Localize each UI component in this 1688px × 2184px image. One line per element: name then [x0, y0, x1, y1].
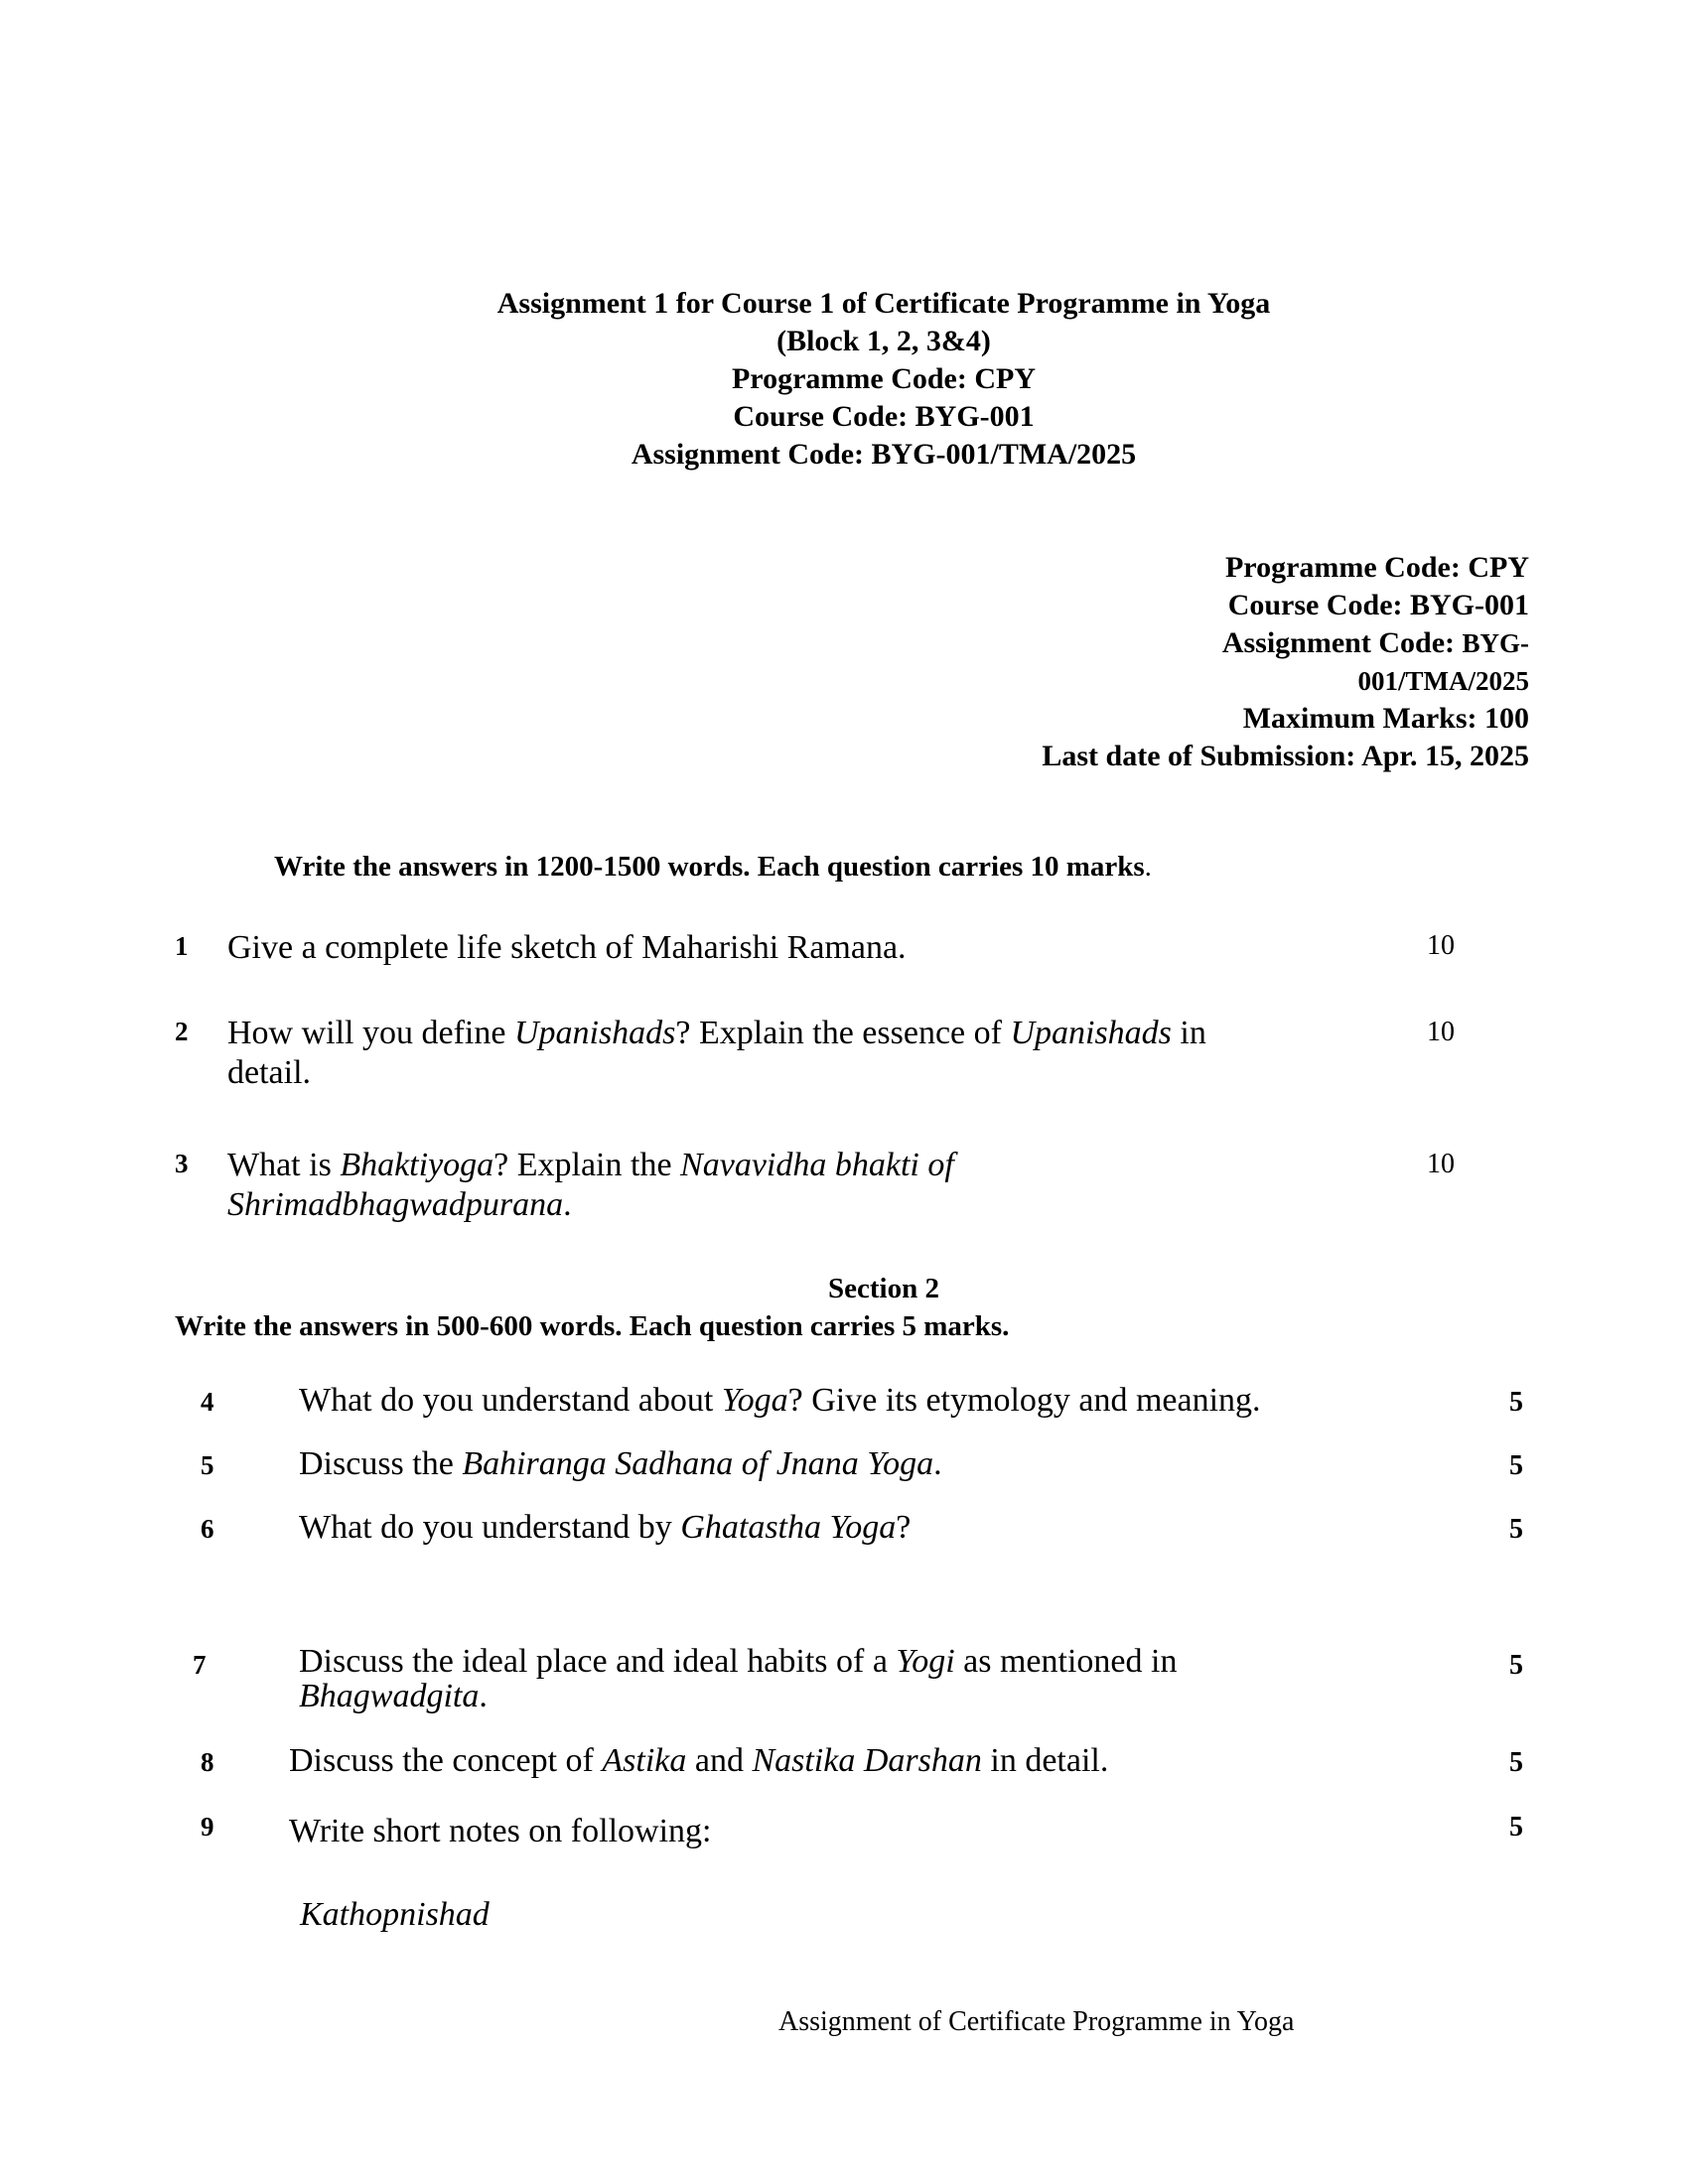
maximum-marks: Maximum Marks: 100 — [1242, 702, 1529, 735]
question-text — [289, 1741, 1108, 1781]
text-segment: ? Give its etymology and meaning. — [787, 1382, 1261, 1419]
text-segment: . — [563, 1186, 572, 1223]
course-code: Course Code: BYG-001 — [1227, 589, 1529, 621]
assignment-title-block — [0, 285, 1688, 474]
question-number: 5 — [201, 1450, 214, 1480]
question-number: 3 — [175, 1149, 189, 1178]
question-number: 8 — [201, 1747, 214, 1777]
question-marks: 10 — [1427, 930, 1455, 961]
assignment-code-label: Assignment Code: — [1221, 626, 1463, 659]
question-text — [227, 1014, 1206, 1093]
text-segment: Write short notes on following: — [289, 1813, 712, 1849]
section2-title: Section 2 — [828, 1273, 939, 1304]
question-marks: 5 — [1509, 1387, 1523, 1418]
page-footer: Assignment of Certificate Programme in Yoga — [778, 2006, 1295, 2037]
question-marks: 5 — [1509, 1450, 1523, 1481]
question-number: 7 — [193, 1650, 207, 1680]
question-text — [227, 1146, 954, 1225]
text-segment: How will you define — [227, 1015, 514, 1051]
italic-term: Ghatastha Yoga — [680, 1509, 897, 1546]
italic-term: Nastika Darshan — [752, 1742, 982, 1779]
text-segment: What is — [227, 1147, 341, 1183]
question-text — [299, 1381, 1261, 1421]
course-code-title: Course Code: BYG-001 — [733, 400, 1035, 433]
italic-term: Upanishads — [1010, 1015, 1172, 1051]
section1-instruction: Write the answers in 1200-1500 words. Each question carries 10 marks. — [274, 851, 1152, 883]
italic-term: Bahiranga Sadhana of Jnana Yoga — [462, 1445, 934, 1482]
text-segment: detail. — [227, 1054, 312, 1091]
assignment-code-title: Assignment Code: BYG-001/TMA/2025 — [631, 438, 1137, 471]
text-segment: Give a complete life sketch of Maharishi Ramana. — [227, 929, 907, 966]
text-segment: in — [1171, 1015, 1206, 1051]
question-number: 6 — [201, 1514, 214, 1544]
question-number: 1 — [175, 931, 189, 961]
text-segment: as mentioned in — [954, 1643, 1178, 1680]
text-segment: ? Explain the essence of — [675, 1015, 1011, 1051]
question-text — [299, 1444, 942, 1484]
question-marks: 10 — [1427, 1017, 1455, 1047]
italic-term: Shrimadbhagwadpurana — [227, 1186, 564, 1223]
italic-term: Upanishads — [513, 1015, 676, 1051]
text-segment: Discuss the ideal place and ideal habits of a — [299, 1643, 897, 1680]
question-marks: 5 — [1509, 1812, 1523, 1843]
italic-term: Bhaktiyoga — [340, 1147, 494, 1183]
italic-term: Yoga — [721, 1382, 788, 1419]
assignment-code-value-part1: BYG- — [1462, 628, 1529, 658]
programme-code-title: Programme Code: CPY — [731, 362, 1037, 395]
italic-term: Astika — [602, 1742, 687, 1779]
text-segment: and — [686, 1742, 753, 1779]
text-segment: What do you understand by — [299, 1509, 681, 1546]
question-number: 9 — [201, 1812, 214, 1842]
text-segment: ? Explain the — [493, 1147, 681, 1183]
block-range: (Block 1, 2, 3&4) — [776, 325, 991, 357]
question-marks: 10 — [1427, 1149, 1455, 1179]
short-note-topic: Kathopnishad — [300, 1896, 490, 1933]
italic-term: Bhagwadgita — [299, 1678, 480, 1714]
text-segment: What do you understand about — [299, 1382, 722, 1419]
section2-instruction: Write the answers in 500-600 words. Each question carries 5 marks. — [175, 1310, 1010, 1342]
question-marks: 5 — [1509, 1514, 1523, 1545]
text-segment: . — [479, 1678, 488, 1714]
question-marks: 5 — [1509, 1650, 1523, 1681]
assignment-code — [973, 624, 1529, 662]
text-segment: . — [933, 1445, 942, 1482]
question-text — [227, 928, 907, 968]
question-number: 4 — [201, 1387, 214, 1417]
text-segment: ? — [896, 1509, 912, 1546]
assignment-title: Assignment 1 for Course 1 of Certificate Programme in Yoga — [496, 287, 1271, 320]
question-text — [299, 1644, 1177, 1713]
assignment-meta-block — [973, 549, 1529, 775]
text-segment: in detail. — [981, 1742, 1109, 1779]
submission-deadline: Last date of Submission: Apr. 15, 2025 — [1042, 740, 1529, 772]
italic-term: Yogi — [896, 1643, 955, 1680]
programme-code: Programme Code: CPY — [1224, 551, 1529, 584]
assignment-code-value-part2: 001/TMA/2025 — [1357, 666, 1529, 696]
question-number: 2 — [175, 1017, 189, 1046]
text-segment: Discuss the — [299, 1445, 463, 1482]
question-marks: 5 — [1509, 1747, 1523, 1778]
italic-term: Navavidha bhakti of — [680, 1147, 954, 1183]
question-text — [289, 1812, 711, 1851]
question-text — [299, 1508, 911, 1548]
text-segment: Discuss the concept of — [289, 1742, 603, 1779]
